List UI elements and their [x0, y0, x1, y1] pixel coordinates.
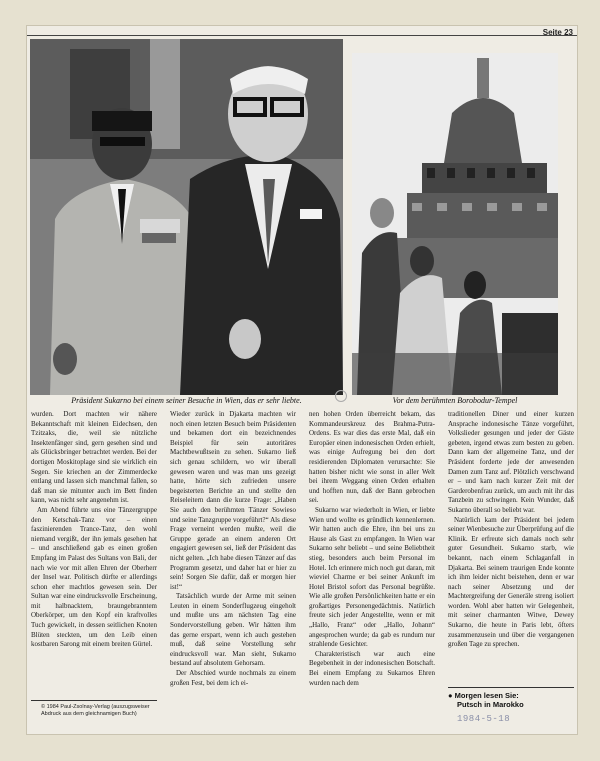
- paragraph: traditionellen Diner und einer kurzen Ansprache indonesische Tänze vorgeführt, Volkslieder gesungen und jeder der Gäste gebeten, irgend etwas zum besten zu geben. Dann kam der allgemeine Tanz, und der Präsident forderte jede der anwesenden Damen zum Tanz auf. Plötzlich verschwand er – und kam nach kurzer Zeit mit der Garderobenfrau zurück, um auch mit ihr das Tanzbein zu schwingen. Kein Wunder, daß Sukarno überall so beliebt war.: [448, 410, 574, 514]
- article-column-3: [309, 410, 435, 688]
- paragraph: Sukarno war wiederholt in Wien, er liebte Wien und wollte es gründlich kennenlernen. Wir hatten auch die Ehre, ihn bei uns zu Hause als Gast zu empfangen. In Wien war Sukarno sehr beliebt – und seine Beliebtheit stieg, besonders auch beim Personal im Hotel. Ich erinnere mich noch gut daran, mit wieviel Charme er bei seiner Ankunft im Hotel Bristol sofort das Personal begrüßte. Wie alle großen Persönlichkeiten hatte er ein großartiges Personengedächtnis. Natürlich freute sich jeder Angestellte, wenn er mit „Hallo, Franz“ oder „Hallo, Johann“ angesprochen wurde; da gab es rundum nur strahlende Gesichter.: [309, 505, 435, 649]
- photo-borobudur-image: [352, 53, 558, 395]
- preview-box: [448, 691, 574, 709]
- archive-stamp: 1984-5-18: [457, 714, 511, 724]
- article-column-1: [31, 410, 157, 650]
- page-number: Seite 23: [542, 28, 573, 37]
- paragraph: Charakteristisch war auch eine Begebenheit in der indonesischen Botschaft. Bei einem Empfang zu Sukarnos Ehren wurden nach dem: [309, 649, 435, 687]
- photo-borobudur: [352, 53, 558, 395]
- paragraph: Wieder zurück in Djakarta machten wir noch einen letzten Besuch beim Präsidenten und bekamen dort ein bezeichnendes Beispiel für sein autoritäres Machtbewußtsein zu sehen. Sukarno ließ sich genau schildern, wo wir überall gewesen waren und was man uns gezeigt hatte, hörte sich zufrieden unsere begeisterten Berichte an und stellte den Reiseleitern dann die kurze Frage: „Haben Sie auch den berühmten Tänzer Sowieso und seine Tanzgruppe vorgeführt?“ Als diese Frage verneint werden mußte, weil die Gruppe gerade an einem anderen Ort engagiert gewesen sei, ließ der Präsident das nicht gelten. „Ich habe diesen Tänzer auf das Programm gesetzt, und daher hat er hier zu sein! Sorgen Sie dafür, daß er morgen hier ist!“: [170, 410, 296, 591]
- paragraph: Der Abschied wurde nochmals zu einem großen Fest, bei dem ich ei-: [170, 669, 296, 687]
- newspaper-clipping: [27, 26, 577, 734]
- paragraph: wurden. Dort machten wir nähere Bekanntschaft mit kleinen Eidechsen, den Tzitzaks, die, weil sie nützliche Insektenfänger sind, gern gesehen sind und als Glücksbringer betrachtet werden. Bei der dortigen Moskitoplage sind sie wirklich ein Segen. Sie kriechen an der Zimmerdecke entlang und lassen sich manchmal fallen, so daß man sie mitunter auch im Bett finden kann, was nicht sehr angenehm ist.: [31, 410, 157, 505]
- preview-title: Putsch in Marokko: [457, 700, 524, 709]
- header-rule: [27, 35, 577, 36]
- paragraph: Am Abend führte uns eine Tänzergruppe den Ketschak-Tanz vor – einen faszinierenden Trance-Tanz, den wohl niemand vergißt, der ihn jemals gesehen hat – und anschließend gab es einen großen Empfang im Palast des Sultans von Bali, der nach wie vor mit allen Ehren der Oberherr der Insel war. Politisch dürfte er allerdings schon eher machtlos gewesen sein. Der Sultan war eine eindrucksvolle Erscheinung, mit halbnacktem, braungebranntem Oberkörper, um den Kopf ein kraftvolles Tuch gewickelt, in dessen seitlichen Knoten Blüten steckten, um den Leib einen kostbaren Sarong mit einem breiten Gürtel.: [31, 505, 157, 649]
- paragraph: Natürlich kam der Präsident bei jedem seiner Wienbesuche zur Überprüfung auf die Klinik. Er erfreute sich damals noch sehr guter Gesundheit. Sukarno starb, wie bekannt, nach einem Schlaganfall in Djakarta. Bei seinem traurigen Ende konnte ich ihm leider nicht beistehen, denn er war nach seiner Absetzung und der Machtergreifung der Generäle streng isoliert worden. Wohl aber hatten wir Gelegenheit, mit seiner charmanten Witwe, Dewey Sukarno, die heute in Paris lebt, öfters zusammenzusein und über die vergangenen großen Tage zu sprechen.: [448, 515, 574, 649]
- paragraph: nen hohen Orden überreicht bekam, das Kommandeurskreuz des Brahma-Putra-Ordens. Es war dies das erste Mal, daß ein Europäer einen indonesischen Orden erhielt, was einige Aufregung bei den dort residierenden Diplomaten verursachte: Sie hatten bisher nicht wie sonst in aller Welt bei ihrem Weggang einen Orden erhalten und hofften nun, daß der Bann gebrochen sei.: [309, 410, 435, 505]
- preview-rule: [448, 687, 574, 688]
- preview-bullet-icon: ●: [448, 691, 453, 700]
- photo-right-caption: Vor dem berühmten Borobodur-Tempel: [392, 396, 518, 405]
- article-column-2: [170, 410, 296, 688]
- photo-sukarno: [30, 39, 343, 395]
- copyright-credit: © 1984 Paul-Zsolnay-Verlag (auszugsweiser Abdruck aus dem gleichnamigen Buch): [41, 704, 150, 717]
- article-column-4: [448, 410, 574, 650]
- preview-heading: Morgen lesen Sie:: [454, 691, 519, 700]
- photo-sukarno-image: [30, 39, 343, 395]
- photo-left-caption: Präsident Sukarno bei einem seiner Besuche in Wien, das er sehr liebte.: [71, 396, 302, 405]
- paragraph: Tatsächlich wurde der Arme mit seinen Leuten in einem Sonderflugzeug eingeholt und mußte uns am nächsten Tag eine Sondervorstellung geben. Wir hätten ihm das gerne erspart, wenn ich auch gestehen muß, daß seine Vorstellung sehr eindrucksvoll war. Man sieht, Sukarno bestand auf absolutem Gehorsam.: [170, 592, 296, 668]
- circle-mark-icon: [335, 390, 347, 402]
- credit-rule: [31, 700, 157, 701]
